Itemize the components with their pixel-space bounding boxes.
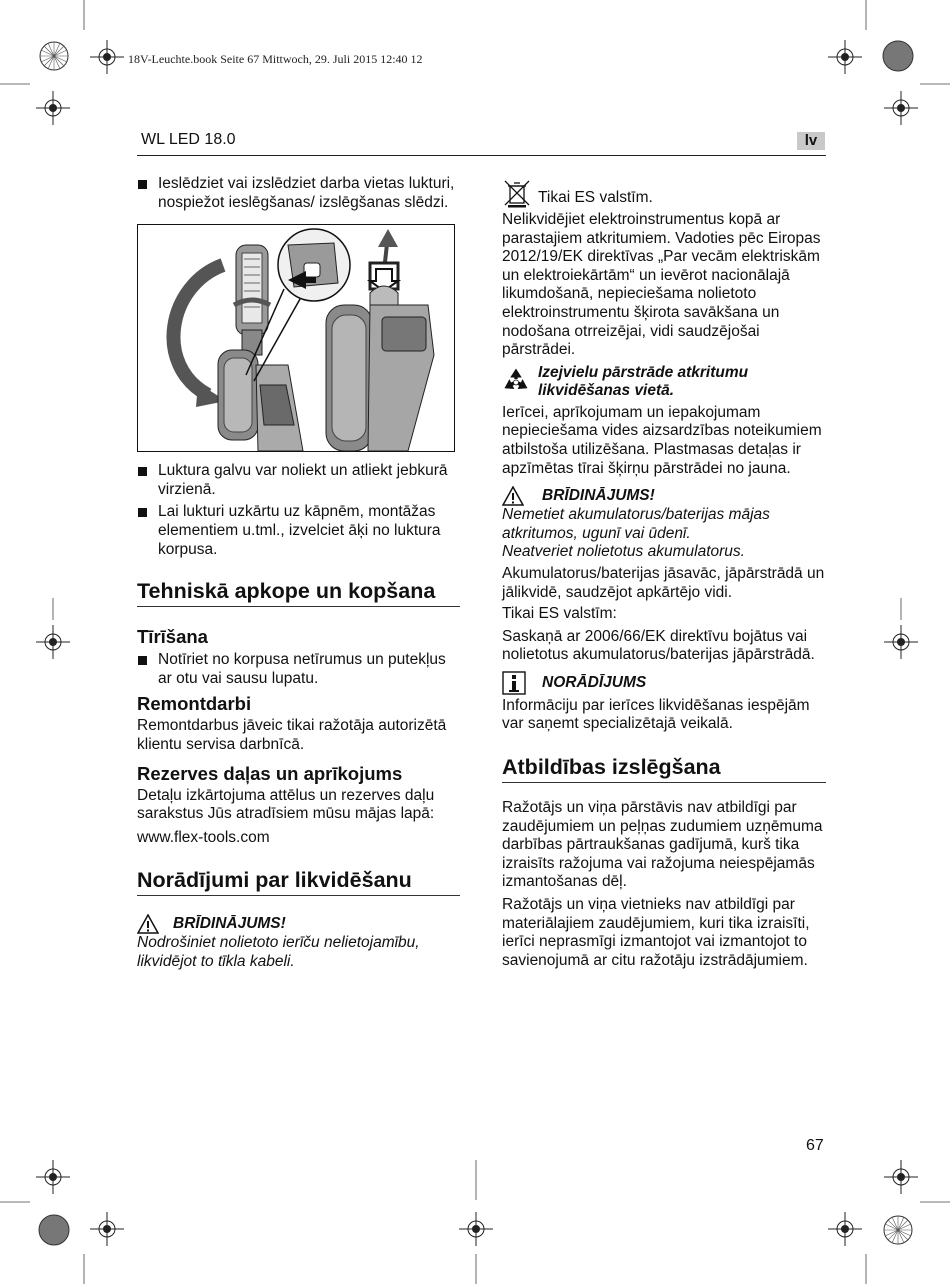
website-link[interactable]: www.flex-tools.com bbox=[137, 828, 270, 846]
warning-triangle-icon bbox=[502, 486, 524, 506]
list-item: Notīriet no korpusa netīrumus un putekļus ar otu vai sausu lupatu. bbox=[137, 651, 460, 688]
header-title: WL LED 18.0 bbox=[141, 131, 236, 148]
head-bullet-list bbox=[137, 462, 460, 559]
cleaning-bullet-list bbox=[137, 651, 460, 688]
warning-text: Nodrošiniet nolietoto ierīču nelietojamību, likvidējot to tīkla kabeli. bbox=[137, 934, 420, 970]
warning-line-1: Nemetiet akumulatorus/baterijas mājas atkritumos, ugunī vai ūdenī. bbox=[502, 506, 770, 542]
work-lamp-figure bbox=[138, 225, 454, 451]
list-item: Ieslēdziet vai izslēdziet darba vietas lukturi, nospiežot ieslēgšanas/ izslēgšanas slēdzi. bbox=[137, 175, 460, 212]
directive-text: Saskaņā ar 2006/66/EK direktīvu bojātus vai nolietotus akumulatorus/baterijas jāpārstrādā. bbox=[502, 627, 815, 664]
language-badge: lv bbox=[797, 132, 825, 150]
repair-heading: Remontdarbi bbox=[137, 693, 252, 715]
repair-text: Remontdarbus jāveic tikai ražotāja autorizētā klientu servisa darbnīcā. bbox=[137, 717, 447, 753]
recycle-text: Ierīcei, aprīkojumam un iepakojumam nepieciešama vides aizsardzības noteikumiem atbilstoša utilizēšana. Plastmasas detaļas ir apzīmētas tīrai šķirņu pārstrādei no jauna. bbox=[502, 403, 822, 477]
list-item: Lai lukturi uzkārtu uz kāpnēm, montāžas elementiem u.tml., izvelciet āķi no luktura korpusa. bbox=[137, 503, 460, 559]
recycle-icon bbox=[502, 364, 530, 396]
left-warning bbox=[137, 914, 460, 971]
cleaning-heading: Tīrīšana bbox=[137, 626, 208, 648]
maintenance-heading: Tehniskā apkope un kopšana bbox=[137, 578, 460, 607]
eu-only-label: Tikai ES valstīm. bbox=[538, 189, 653, 207]
page-number: 67 bbox=[806, 1137, 824, 1154]
battery-text: Akumulatorus/baterijas jāsavāc, jāpārstrādā un jālikvidē, saudzējot apkārtējo vidi. bbox=[502, 564, 825, 601]
eu-text: Nelikvidējiet elektroinstrumentus kopā ar parastajiem atkritumiem. Vadoties pēc Eiropas 2012/19/EK direktīvas „Par vecām elektriskām un elektroiekārtām“ un ievērot nacionālajā likumdošanā, nepieciešama nolietoto elektroinstrumentu šķirota savākšana un nodošana otrreizējai, vidi saudzējošai pārstrādei. bbox=[502, 211, 821, 359]
right-column bbox=[502, 178, 826, 970]
list-item: Luktura galvu var noliekt un atliekt jebkurā virzienā. bbox=[137, 462, 460, 499]
liability-heading: Atbildības izslēgšana bbox=[502, 754, 826, 783]
warning-title: BRĪDINĀJUMS! bbox=[173, 915, 286, 933]
recycle-block bbox=[502, 364, 826, 400]
lamp-illustration bbox=[137, 224, 455, 452]
info-icon bbox=[502, 671, 526, 695]
disposal-heading: Norādījumi par likvidēšanu bbox=[137, 867, 460, 896]
warning-line-2: Neatveriet nolietotus akumulatorus. bbox=[502, 543, 745, 561]
warning-triangle-icon bbox=[137, 914, 159, 934]
note-text: Informāciju par ierīces likvidēšanas iespējām var saņemt specializētajā veikalā. bbox=[502, 696, 810, 733]
header-rule bbox=[137, 155, 826, 156]
parts-heading: Rezerves daļas un aprīkojums bbox=[137, 762, 403, 784]
eu-only-label-2: Tikai ES valstīm: bbox=[502, 605, 617, 623]
parts-text: Detaļu izkārtojuma attēlus un rezerves daļu sarakstus Jūs atradīsiem mūsu mājas lapā: bbox=[137, 786, 435, 823]
print-info: 18V-Leuchte.book Seite 67 Mittwoch, 29. Juli 2015 12:40 12 bbox=[128, 52, 423, 66]
left-column bbox=[137, 175, 460, 972]
crossed-bin-icon bbox=[502, 178, 532, 208]
liability-paragraph-2: Ražotājs un viņa vietnieks nav atbildīgi par materiālajiem zaudējumiem, kuri tika izraisīti, ierīci neprasmīgi izmantojot vai izmantojot to savienojumā ar citu ražotāju izstrādājumiem. bbox=[502, 896, 810, 969]
note-title: NORĀDĪJUMS bbox=[542, 673, 647, 691]
switch-bullet-list bbox=[137, 175, 460, 212]
recycle-title: Izejvielu pārstrāde atkritumu likvidēšanas vietā. bbox=[537, 363, 749, 399]
warning-title: BRĪDINĀJUMS! bbox=[542, 487, 655, 505]
liability-paragraph-1: Ražotājs un viņa pārstāvis nav atbildīgi par zaudējumiem un peļņas zudumiem uzņēmuma darbības pārtraukšanas gadījumā, kurš tika izraisīts ražojuma vai ražojuma neiespējamās izmantošanas dēļ. bbox=[502, 799, 823, 891]
